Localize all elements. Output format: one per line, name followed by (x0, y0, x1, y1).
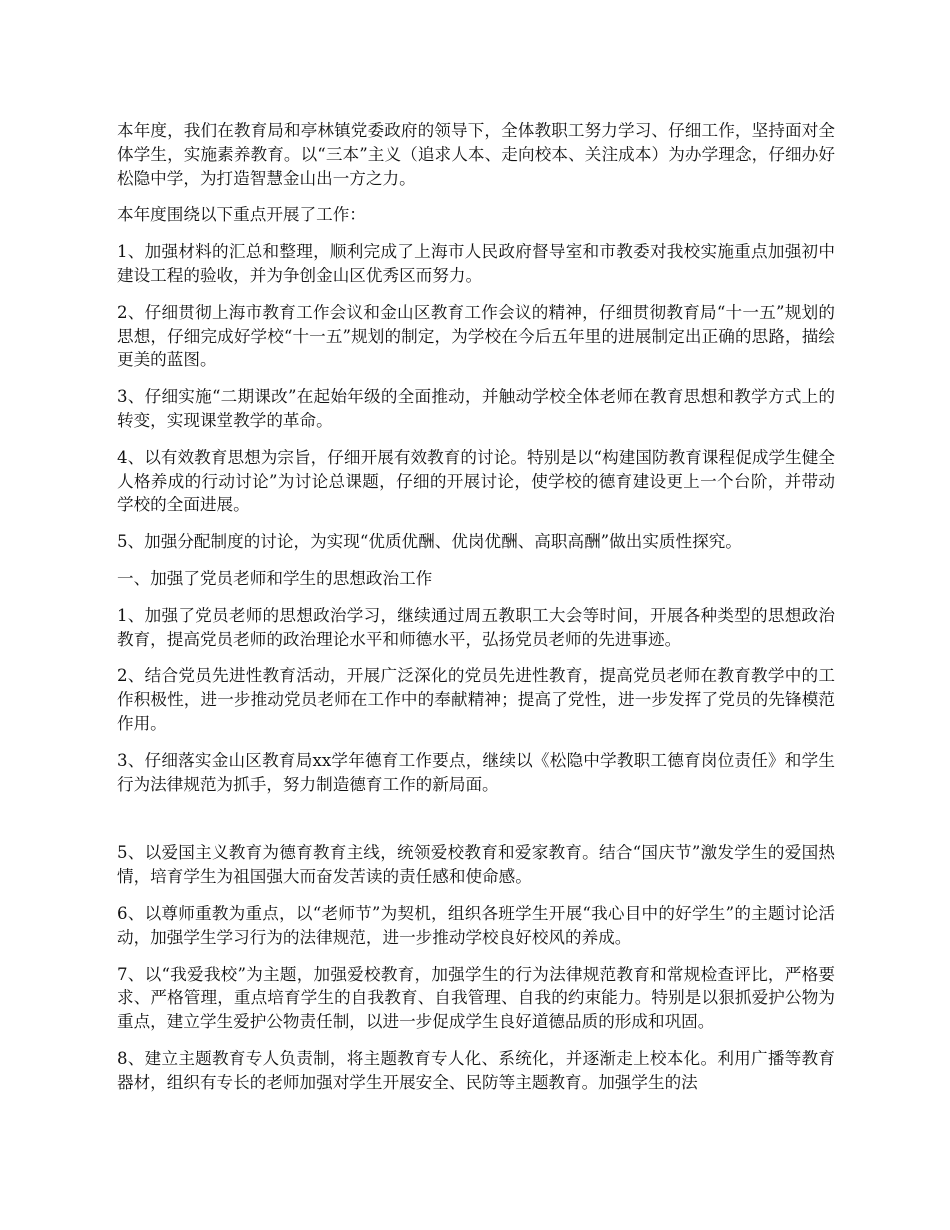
paragraph-focus-heading: 本年度围绕以下重点开展了工作： (117, 205, 366, 225)
paragraph-section1-item-5: 5、以爱国主义教育为德育教育主线，统领爱校教育和爱家教育。结合“国庆节”激发学生的爱国热情，培育学生为祖国强大而奋发苦读的责任感和使命感。 (117, 843, 835, 887)
paragraph-section1-item-3: 3、仔细落实金山区教育局xx学年德育工作要点，继续以《松隐中学教职工德育岗位责任》和学生行为法律规范为抓手，努力制造德育工作的新局面。 (117, 750, 835, 794)
paragraph-section1-item-7: 7、以“我爱我校”为主题，加强爱校教育，加强学生的行为法律规范教育和常规检查评比，严格要求、严格管理，重点培育学生的自我教育、自我管理、自我的约束能力。特别是以狠抓爱护公物为重点，建立学生爱护公物责任制，以进一步促成学生良好道德品质的形成和巩固。 (117, 964, 835, 1032)
paragraph-section1-item-6: 6、以尊师重教为重点，以“老师节”为契机，组织各班学生开展“我心目中的好学生”的主题讨论活动，加强学生学习行为的法律规范，进一步推动学校良好校风的养成。 (117, 903, 835, 947)
paragraph-item-4: 4、以有效教育思想为宗旨，仔细开展有效教育的讨论。特别是以“构建国防教育课程促成学生健全人格养成的行动讨论”为讨论总课题，仔细的开展讨论，使学校的德育建设更上一个台阶，并带动学校的全面进展。 (117, 447, 835, 515)
paragraph-intro: 本年度，我们在教育局和亭林镇党委政府的领导下，全体教职工努力学习、仔细工作，坚持面对全体学生，实施素养教育。以“三本”主义（追求人本、走向校本、关注成本）为办学理念，仔细办好松隐中学，为打造智慧金山出一方之力。 (117, 121, 835, 188)
section-heading-1: 一、加强了党员老师和学生的思想政治工作 (117, 568, 433, 588)
paragraph-section1-item-1: 1、加强了党员老师的思想政治学习，继续通过周五教职工大会等时间，开展各种类型的思想政治教育，提高党员老师的政治理论水平和师德水平，弘扬党员老师的先进事迹。 (117, 605, 835, 649)
paragraph-item-3: 3、仔细实施“二期课改”在起始年级的全面推动，并触动学校全体老师在教育思想和教学方式上的转变，实现课堂教学的革命。 (117, 387, 835, 430)
paragraph-section1-item-2: 2、结合党员先进性教育活动，开展广泛深化的党员先进性教育，提高党员老师在教育教学中的工作积极性，进一步推动党员老师在工作中的奉献精神；提高了党性，进一步发挥了党员的先锋模范作用。 (117, 666, 835, 733)
paragraph-item-1: 1、加强材料的汇总和整理，顺利完成了上海市人民政府督导室和市教委对我校实施重点加强初中建设工程的验收，并为争创金山区优秀区而努力。 (117, 242, 835, 285)
paragraph-item-5: 5、加强分配制度的讨论，为实现“优质优酬、优岗优酬、高职高酬”做出实质性探究。 (117, 532, 742, 552)
paragraph-item-2: 2、仔细贯彻上海市教育工作会议和金山区教育工作会议的精神，仔细贯彻教育局“十一五”规划的思想，仔细完成好学校“十一五”规划的制定，为学校在今后五年里的进展制定出正确的思路，描绘更美的蓝图。 (117, 302, 835, 370)
paragraph-section1-item-8: 8、建立主题教育专人负责制，将主题教育专人化、系统化，并逐渐走上校本化。利用广播等教育器材，组织有专长的老师加强对学生开展安全、民防等主题教育。加强学生的法 (117, 1048, 835, 1092)
document-body (117, 119, 835, 1108)
